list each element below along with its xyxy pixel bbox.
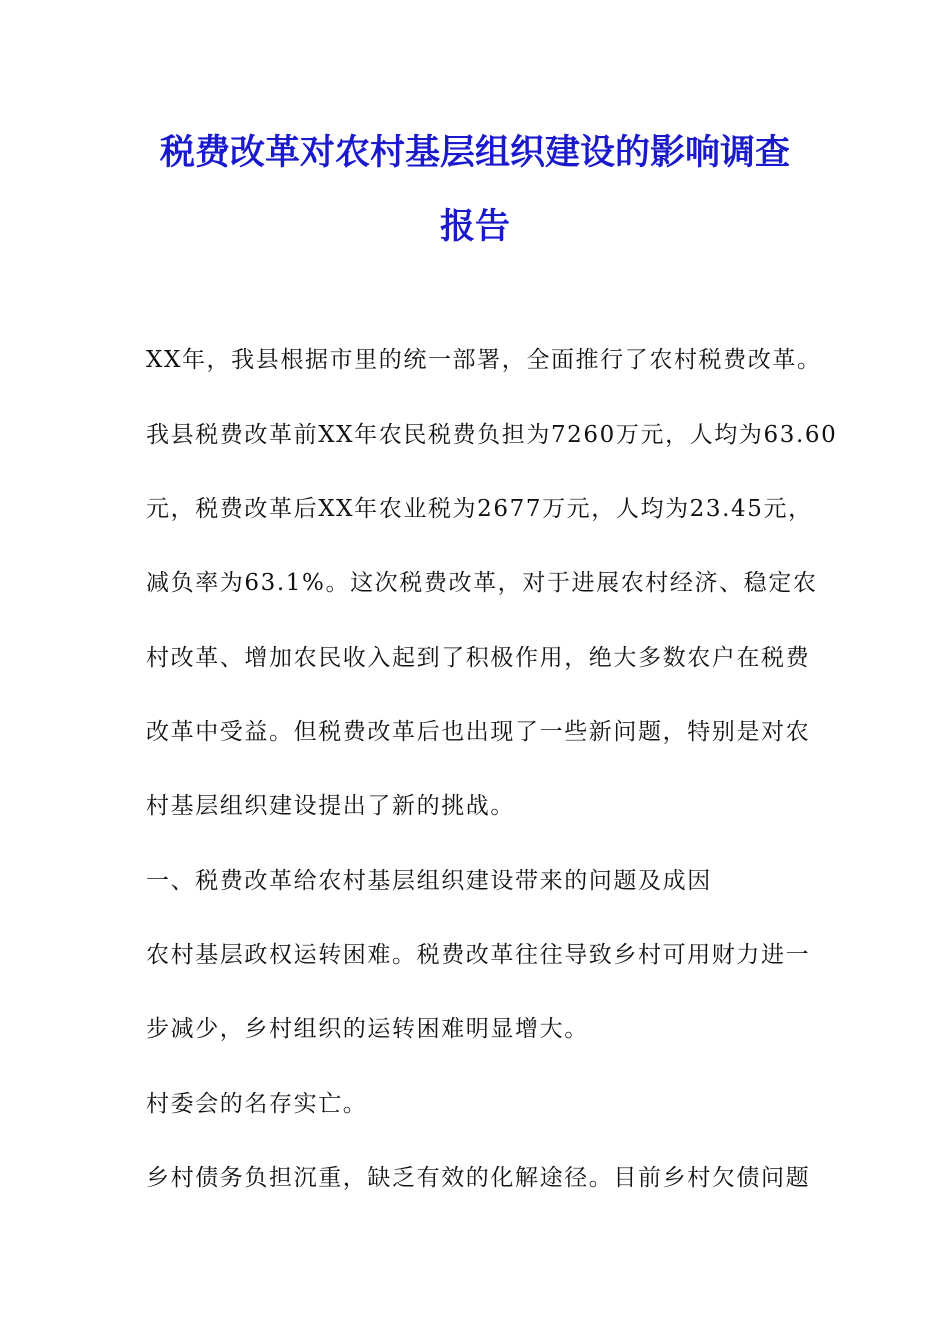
paragraph-line: 村委会的名存实亡。 [146, 1091, 368, 1117]
paragraph-line: 村基层组织建设提出了新的挑战。 [146, 793, 515, 819]
paragraph-line: 改革中受益。但税费改革后也出现了一些新问题，特别是对农 [146, 719, 811, 745]
paragraph-line: 农村基层政权运转困难。税费改革往往导致乡村可用财力进一 [146, 942, 811, 968]
paragraph-line: 减负率为63.1%。这次税费改革，对于进展农村经济、稳定农 [146, 570, 818, 596]
paragraph-line: XX年，我县根据市里的统一部署，全面推行了农村税费改革。 [146, 347, 822, 373]
paragraph-line: 村改革、增加农民收入起到了积极作用，绝大多数农户在税费 [146, 645, 811, 671]
paragraph-line: 元，税费改革后XX年农业税为2677万元，人均为23.45元， [146, 496, 813, 522]
paragraph-line: 我县税费改革前XX年农民税费负担为7260万元，人均为63.60 [146, 422, 838, 448]
section-heading: 一、税费改革给农村基层组织建设带来的问题及成因 [146, 868, 712, 894]
document-title-line-2: 报告 [439, 207, 510, 247]
document-title-line-1: 税费改革对农村基层组织建设的影响调查 [159, 133, 790, 173]
paragraph-line: 乡村债务负担沉重，缺乏有效的化解途径。目前乡村欠债问题 [146, 1165, 811, 1191]
paragraph-line: 步减少，乡村组织的运转困难明显增大。 [146, 1016, 589, 1042]
